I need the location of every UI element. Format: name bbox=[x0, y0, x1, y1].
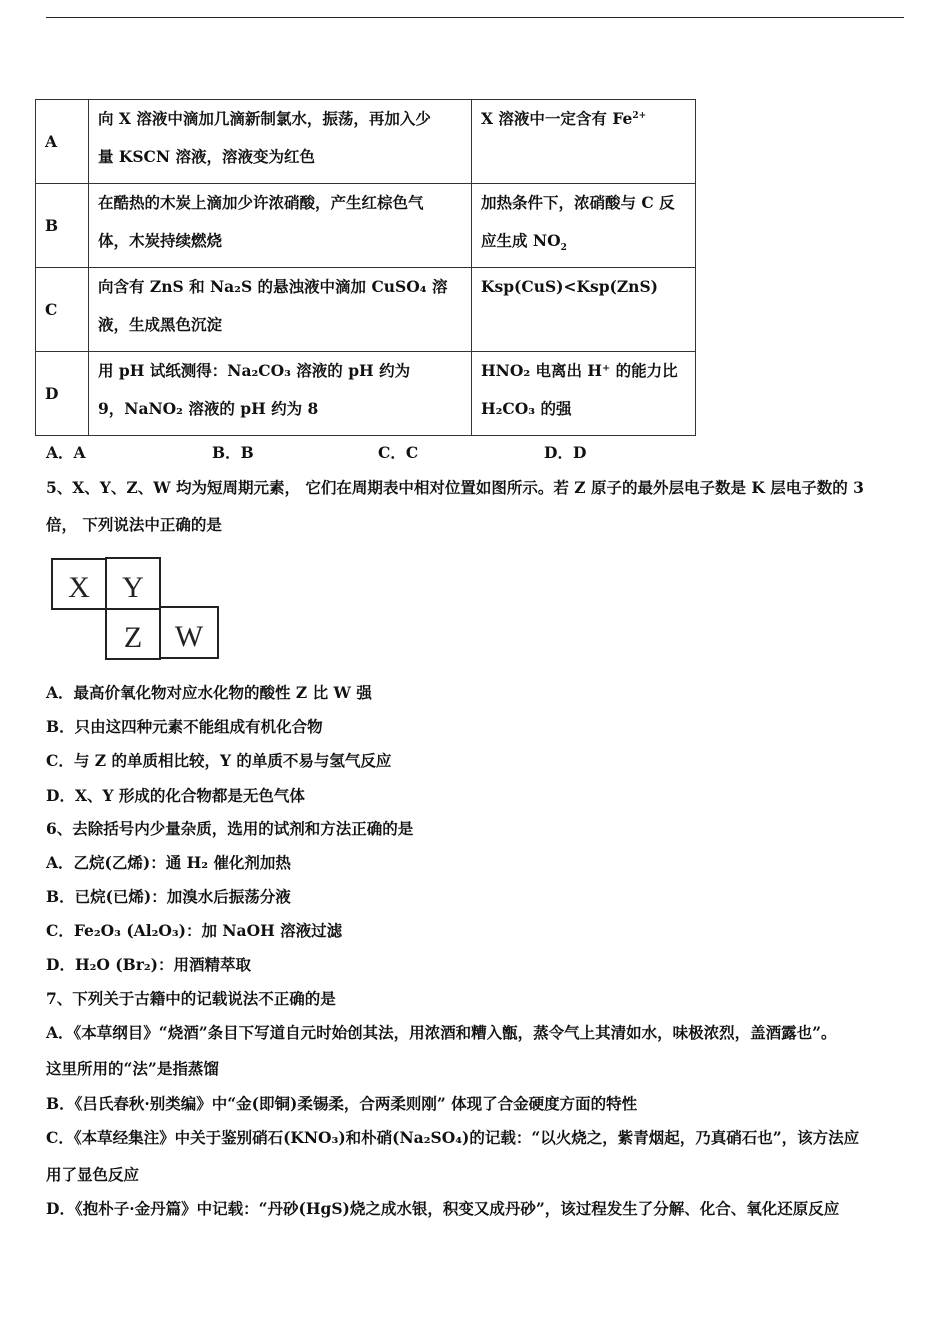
table.rows.2.experiment-line: 液，生成黑色沉淀 bbox=[98, 315, 223, 334]
table.rows.1.experiment-line: 体，木炭持续燃烧 bbox=[98, 231, 223, 250]
conclusion-cell bbox=[472, 352, 696, 436]
experiment-table bbox=[35, 99, 696, 436]
q5-stem-line2: 倍， 下列说法中正确的是 bbox=[46, 515, 222, 534]
q5-option-b[interactable]: B．只由这四种元素不能组成有机化合物 bbox=[46, 717, 323, 736]
q6-option-c[interactable]: C．Fe₂O₃ (Al₂O₃)：加 NaOH 溶液过滤 bbox=[46, 921, 343, 940]
element-z: Z bbox=[123, 621, 143, 654]
table-row bbox=[36, 184, 696, 268]
experiment-cell bbox=[89, 184, 472, 268]
table.rows.1.conclusion-line: 加热条件下，浓硝酸与 C 反 bbox=[481, 193, 675, 212]
table.rows.0.experiment-line: 量 KSCN 溶液，溶液变为红色 bbox=[98, 147, 315, 166]
row-label: B bbox=[36, 184, 89, 268]
row-label: C bbox=[36, 268, 89, 352]
q7-option-b[interactable]: B．《吕氏春秋·别类编》中“金(即铜)柔锡柔，合两柔则刚” 体现了合金硬度方面的特性 bbox=[46, 1094, 638, 1113]
q7-option-d[interactable]: D．《抱朴子·金丹篇》中记载：“丹砂(HgS)烧之成水银，积变又成丹砂”，该过程发生了分解、化合、氧化还原反应 bbox=[46, 1199, 840, 1218]
q6-stem: 6、去除括号内少量杂质，选用的试剂和方法正确的是 bbox=[46, 819, 414, 838]
table.rows.3.experiment-line: 9，NaNO₂ 溶液的 pH 约为 8 bbox=[98, 399, 319, 418]
row-label: D bbox=[36, 352, 89, 436]
table.rows.1.conclusion-line: 应生成 $NO_2$ bbox=[481, 231, 567, 254]
element-w: W bbox=[174, 620, 204, 653]
header-rule bbox=[46, 17, 904, 18]
q5-stem-line1: 5、X、Y、Z、W 均为短周期元素， 它们在周期表中相对位置如图所示。若 Z 原子的最外层电子数是 K 层电子数的 3 bbox=[46, 478, 864, 497]
conclusion-cell bbox=[472, 100, 696, 184]
q4-choice-a[interactable]: A．A bbox=[46, 443, 86, 462]
element-x: X bbox=[68, 571, 90, 604]
table.rows.2.experiment-line: 向含有 ZnS 和 Na₂S 的悬浊液中滴加 CuSO₄ 溶 bbox=[98, 277, 448, 296]
table.rows.2.conclusion-line: Ksp(CuS)<Ksp(ZnS) bbox=[481, 277, 658, 296]
q5-option-c[interactable]: C．与 Z 的单质相比较，Y 的单质不易与氢气反应 bbox=[46, 751, 392, 770]
element-y: Y bbox=[122, 571, 144, 604]
q6-option-b[interactable]: B．已烷(已烯)：加溴水后振荡分液 bbox=[46, 887, 291, 906]
periodic-position-figure bbox=[49, 555, 225, 663]
table-row bbox=[36, 268, 696, 352]
q6-option-d[interactable]: D．H₂O (Br₂)：用酒精萃取 bbox=[46, 955, 251, 974]
table.rows.0.experiment-line: 向 X 溶液中滴加几滴新制氯水，振荡，再加入少 bbox=[98, 109, 431, 128]
q7-option-c-line1[interactable]: C．《本草经集注》中关于鉴别硝石(KNO₃)和朴硝(Na₂SO₄)的记载：“以火烧之，紫青烟起，乃真硝石也”，该方法应 bbox=[46, 1128, 860, 1147]
table.rows.1.experiment-line: 在酷热的木炭上滴加少许浓硝酸，产生红棕色气 bbox=[98, 193, 424, 212]
table.rows.3.experiment-line: 用 pH 试纸测得：Na₂CO₃ 溶液的 pH 约为 bbox=[98, 361, 411, 380]
q4-choice-b[interactable]: B．B bbox=[212, 443, 254, 462]
q6-option-a[interactable]: A．乙烷(乙烯)：通 H₂ 催化剂加热 bbox=[46, 853, 291, 872]
q7-option-c-line2: 用了显色反应 bbox=[46, 1165, 140, 1184]
q7-stem: 7、下列关于古籍中的记载说法不正确的是 bbox=[46, 989, 336, 1008]
q4-choice-c[interactable]: C．C bbox=[378, 443, 419, 462]
table.rows.3.conclusion-line: H₂CO₃ 的强 bbox=[481, 399, 572, 418]
q7-option-a-line2: 这里所用的“法”是指蒸馏 bbox=[46, 1059, 219, 1078]
table.rows.3.conclusion-line: HNO₂ 电离出 H⁺ 的能力比 bbox=[481, 361, 678, 380]
experiment-cell bbox=[89, 100, 472, 184]
q5-option-d[interactable]: D．X、Y 形成的化合物都是无色气体 bbox=[46, 786, 305, 805]
table-row bbox=[36, 352, 696, 436]
row-label: A bbox=[36, 100, 89, 184]
table-row bbox=[36, 100, 696, 184]
conclusion-cell bbox=[472, 268, 696, 352]
q7-option-a-line1[interactable]: A．《本草纲目》“烧酒”条目下写道自元时始创其法，用浓酒和糟入甑，蒸令气上其清如水，味极浓烈，盖酒露也”。 bbox=[46, 1023, 837, 1042]
conclusion-cell bbox=[472, 184, 696, 268]
table.rows.0.conclusion-line: X 溶液中一定含有 $Fe^{2+}$ bbox=[481, 109, 647, 128]
experiment-cell bbox=[89, 268, 472, 352]
experiment-cell bbox=[89, 352, 472, 436]
q4-choices bbox=[46, 442, 710, 464]
q5-option-a[interactable]: A．最高价氧化物对应水化物的酸性 Z 比 W 强 bbox=[46, 683, 372, 702]
q4-choice-d[interactable]: D．D bbox=[544, 443, 587, 462]
